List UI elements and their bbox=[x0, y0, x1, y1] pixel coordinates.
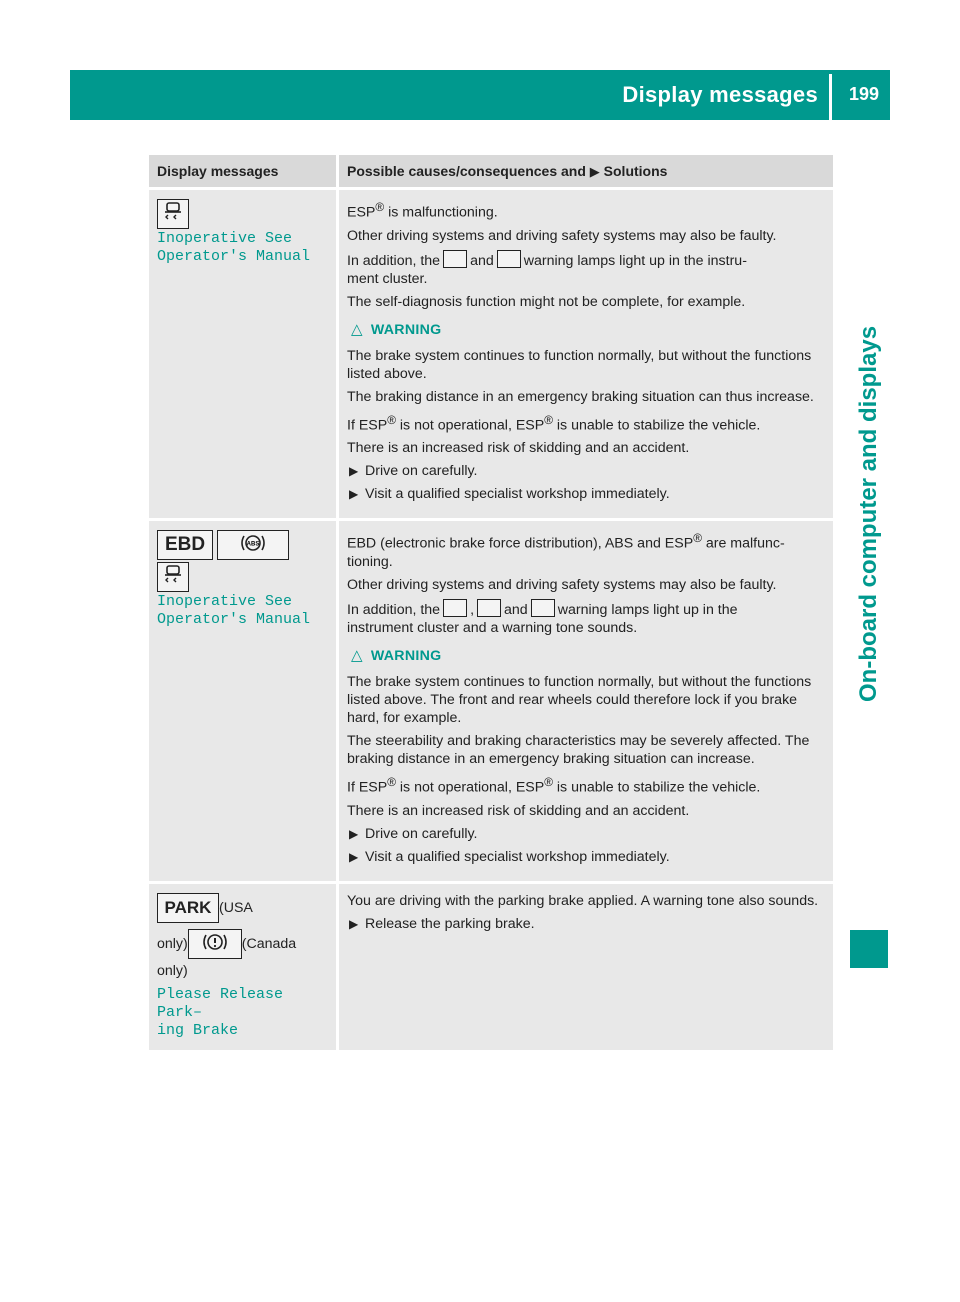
paragraph: The steerability and braking characteristics may be severely affected. The braking distance in an emergency braking situation can increase. bbox=[347, 733, 810, 768]
text: , bbox=[470, 602, 475, 619]
text: warning lamps light up in the bbox=[557, 602, 738, 619]
parking-brake-icon bbox=[188, 929, 242, 959]
table-row bbox=[149, 881, 833, 1050]
header-title: Display messages bbox=[622, 82, 818, 107]
instruction-step bbox=[347, 825, 825, 843]
paragraph bbox=[347, 773, 825, 797]
registered-mark: ® bbox=[375, 200, 385, 214]
paragraph: The brake system continues to function normally, but without the functions listed above. bbox=[347, 347, 812, 382]
region-label: (Canada bbox=[241, 935, 297, 952]
text: If ESP bbox=[347, 417, 388, 434]
paragraph bbox=[347, 529, 825, 571]
warning-triangle-icon: △ bbox=[351, 320, 363, 338]
esp-warning-icon bbox=[157, 562, 189, 592]
display-cell bbox=[149, 518, 339, 880]
table-row bbox=[149, 187, 833, 518]
text: Drive on carefully. bbox=[365, 463, 478, 480]
paragraph: The self-diagnosis function might not be complete, for example. bbox=[347, 293, 746, 310]
display-line: ing Brake bbox=[157, 1021, 239, 1039]
display-line: Please Release Park– bbox=[157, 985, 284, 1021]
ebd-warning-icon: EBD bbox=[157, 530, 213, 560]
registered-mark: ® bbox=[693, 531, 702, 546]
step-arrow-icon: ▶ bbox=[349, 849, 359, 864]
warning-triangle-icon: △ bbox=[351, 647, 363, 665]
table-row bbox=[149, 518, 833, 880]
display-message-text bbox=[157, 230, 328, 266]
paragraph bbox=[347, 411, 825, 435]
instruction-step bbox=[347, 485, 825, 503]
text: In addition, the bbox=[347, 602, 441, 619]
text: Visit a qualified specialist workshop immediately. bbox=[365, 486, 670, 503]
step-arrow-icon: ▶ bbox=[349, 916, 359, 931]
paragraph: You are driving with the parking brake applied. A warning tone also sounds. bbox=[347, 892, 819, 909]
region-label: only) bbox=[157, 935, 188, 952]
paragraph: There is an increased risk of skidding and an accident. bbox=[347, 440, 690, 457]
text: is not operational, ESP bbox=[399, 779, 545, 796]
paragraph bbox=[347, 250, 825, 288]
abs-icon-text: ABS bbox=[246, 541, 260, 548]
text: are malfunc- bbox=[705, 536, 785, 553]
paragraph: Other driving systems and driving safety systems may also be faulty. bbox=[347, 577, 777, 594]
text: and bbox=[504, 602, 528, 619]
display-cell bbox=[149, 881, 339, 1050]
page-number: 199 bbox=[848, 84, 880, 104]
display-message-text bbox=[157, 593, 328, 629]
text: In addition, the bbox=[347, 252, 441, 269]
paragraph: The braking distance in an emergency braking situation can thus increase. bbox=[347, 388, 814, 405]
column-header-causes bbox=[339, 155, 833, 187]
column-header-display-messages: Display messages bbox=[149, 155, 339, 187]
display-cell bbox=[149, 187, 339, 518]
text: and bbox=[470, 252, 494, 269]
solution-arrow-icon: ▶ bbox=[589, 163, 600, 179]
column-header-causes-text: Possible causes/consequences and bbox=[347, 162, 586, 179]
warning-heading bbox=[351, 321, 825, 339]
text: is unable to stabilize the vehicle. bbox=[556, 779, 761, 796]
instruction-step bbox=[347, 462, 825, 480]
esp-off-icon bbox=[477, 599, 501, 617]
warning-heading bbox=[351, 647, 825, 665]
text: warning lamps light up in the instru- bbox=[523, 252, 747, 269]
instruction-step bbox=[347, 848, 825, 866]
step-arrow-icon: ▶ bbox=[349, 826, 359, 841]
paragraph bbox=[347, 198, 825, 222]
display-line: Inoperative See bbox=[157, 593, 293, 611]
causes-cell bbox=[339, 518, 833, 880]
warning-label: WARNING bbox=[370, 321, 442, 338]
causes-cell bbox=[339, 881, 833, 1050]
text: tioning. bbox=[347, 554, 393, 571]
registered-mark: ® bbox=[544, 775, 553, 790]
table-header-row bbox=[149, 155, 833, 187]
display-messages-table bbox=[149, 155, 833, 1050]
step-arrow-icon: ▶ bbox=[349, 487, 359, 502]
display-line: Operator's Manual bbox=[157, 248, 311, 265]
registered-mark: ® bbox=[544, 412, 553, 427]
header-divider bbox=[829, 74, 832, 120]
chapter-marker bbox=[850, 930, 888, 968]
display-line: Operator's Manual bbox=[157, 611, 311, 629]
page-header bbox=[70, 70, 890, 120]
registered-mark: ® bbox=[387, 412, 396, 427]
text: ment cluster. bbox=[347, 270, 428, 287]
text: Drive on carefully. bbox=[365, 825, 478, 842]
text: EBD (electronic brake force distribution), ABS and ESP bbox=[347, 536, 694, 553]
column-header-solutions-text: Solutions bbox=[603, 162, 668, 179]
abs-warning-icon bbox=[217, 530, 289, 560]
paragraph: The brake system continues to function normally, but without the functions listed above. The front and rear wheels could therefore lock if you brake hard, for example. bbox=[347, 674, 812, 727]
text: is unable to stabilize the vehicle. bbox=[556, 417, 761, 434]
text: is malfunctioning. bbox=[388, 204, 498, 221]
instruction-step bbox=[347, 915, 825, 933]
text: is not operational, ESP bbox=[399, 417, 545, 434]
side-chapter-tab bbox=[835, 140, 890, 710]
chapter-title: On-board computer and displays bbox=[855, 325, 882, 702]
esp-warning-icon bbox=[157, 199, 189, 229]
esp-warning-icon bbox=[443, 250, 467, 268]
esp-off-icon bbox=[497, 250, 521, 268]
abs-warning-icon bbox=[531, 599, 555, 617]
step-arrow-icon: ▶ bbox=[349, 464, 359, 479]
warning-label: WARNING bbox=[370, 648, 442, 665]
region-label: (USA bbox=[219, 899, 253, 916]
paragraph: Other driving systems and driving safety systems may also be faulty. bbox=[347, 227, 777, 244]
display-line: Inoperative See bbox=[157, 230, 293, 247]
causes-cell bbox=[339, 187, 833, 518]
paragraph bbox=[347, 599, 825, 637]
park-warning-icon: PARK bbox=[157, 893, 219, 923]
esp-warning-icon bbox=[443, 599, 467, 617]
region-label: only) bbox=[157, 962, 188, 979]
text: Release the parking brake. bbox=[365, 915, 535, 932]
registered-mark: ® bbox=[387, 775, 396, 790]
text: instrument cluster and a warning tone sounds. bbox=[347, 620, 638, 637]
text: ESP bbox=[347, 204, 376, 221]
display-message-text bbox=[157, 986, 328, 1040]
text: If ESP bbox=[347, 779, 388, 796]
paragraph: There is an increased risk of skidding and an accident. bbox=[347, 802, 690, 819]
text: Visit a qualified specialist workshop immediately. bbox=[365, 848, 670, 865]
